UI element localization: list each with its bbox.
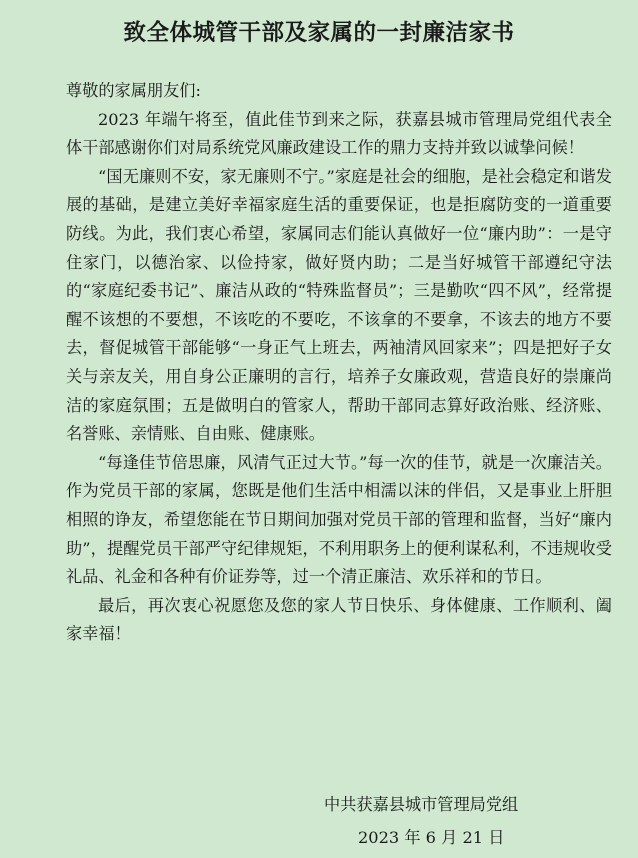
page-title: 致全体城管干部及家属的一封廉洁家书 — [123, 20, 515, 46]
signature: 中共获嘉县城市管理局党组 — [324, 795, 519, 814]
paragraph-closing-wishes: 最后，再次衷心祝愿您及您的家人节日快乐、身体健康、工作顺利、阖家幸福！ — [66, 595, 612, 644]
paragraph-festival-integrity: “每逢佳节倍思廉，风清气正过大节。”每一次的佳节，就是一次廉洁关。作为党员干部的家属，您既是他们生活中相濡以沫的伴侣，又是事业上肝胆相照的诤友，希望您能在节日期间加强对党员干部的管理和监督，当好“廉内助”，提醒党员干部严守纪律规矩，不利用职务上的便利谋私利，不违规收受礼品、礼金和各种有价证券等，过一个清正廉洁、欢乐祥和的节日。 — [66, 452, 612, 587]
date: 2023 年 6 月 21 日 — [358, 828, 505, 847]
paragraph-family-defense: “国无廉则不安，家无廉则不宁。”家庭是社会的细胞，是社会稳定和谐发展的基础，是建立美好幸福家庭生活的重要保证，也是拒腐防变的一道重要防线。为此，我们衷心希望，家属同志们能认真做好一位“廉内助”：一是守住家门，以德治家、以俭持家，做好贤内助；二是当好城管干部遵纪守法的“家庭纪委书记”、廉洁从政的“特殊监督员”；三是勤吹“四不风”，经常提醒不该想的不要想，不该吃的不要吃，不该拿的不要拿，不该去的地方不要去，督促城管干部能够“一身正气上班去，两袖清风回家来”；四是把好子女关与亲友关，用自身公正廉明的言行，培养子女廉政观，营造良好的崇廉尚洁的家庭氛围；五是做明白的管家人，帮助干部同志算好政治账、经济账、名誉账、亲情账、自由账、健康账。 — [66, 166, 612, 444]
paragraph-greeting: 2023 年端午将至，值此佳节到来之际，获嘉县城市管理局党组代表全体干部感谢你们对局系统党风廉政建设工作的鼎力支持并致以诚挚问候！ — [66, 109, 612, 158]
salutation: 尊敬的家属朋友们: — [66, 81, 201, 100]
letter-body — [66, 77, 612, 649]
